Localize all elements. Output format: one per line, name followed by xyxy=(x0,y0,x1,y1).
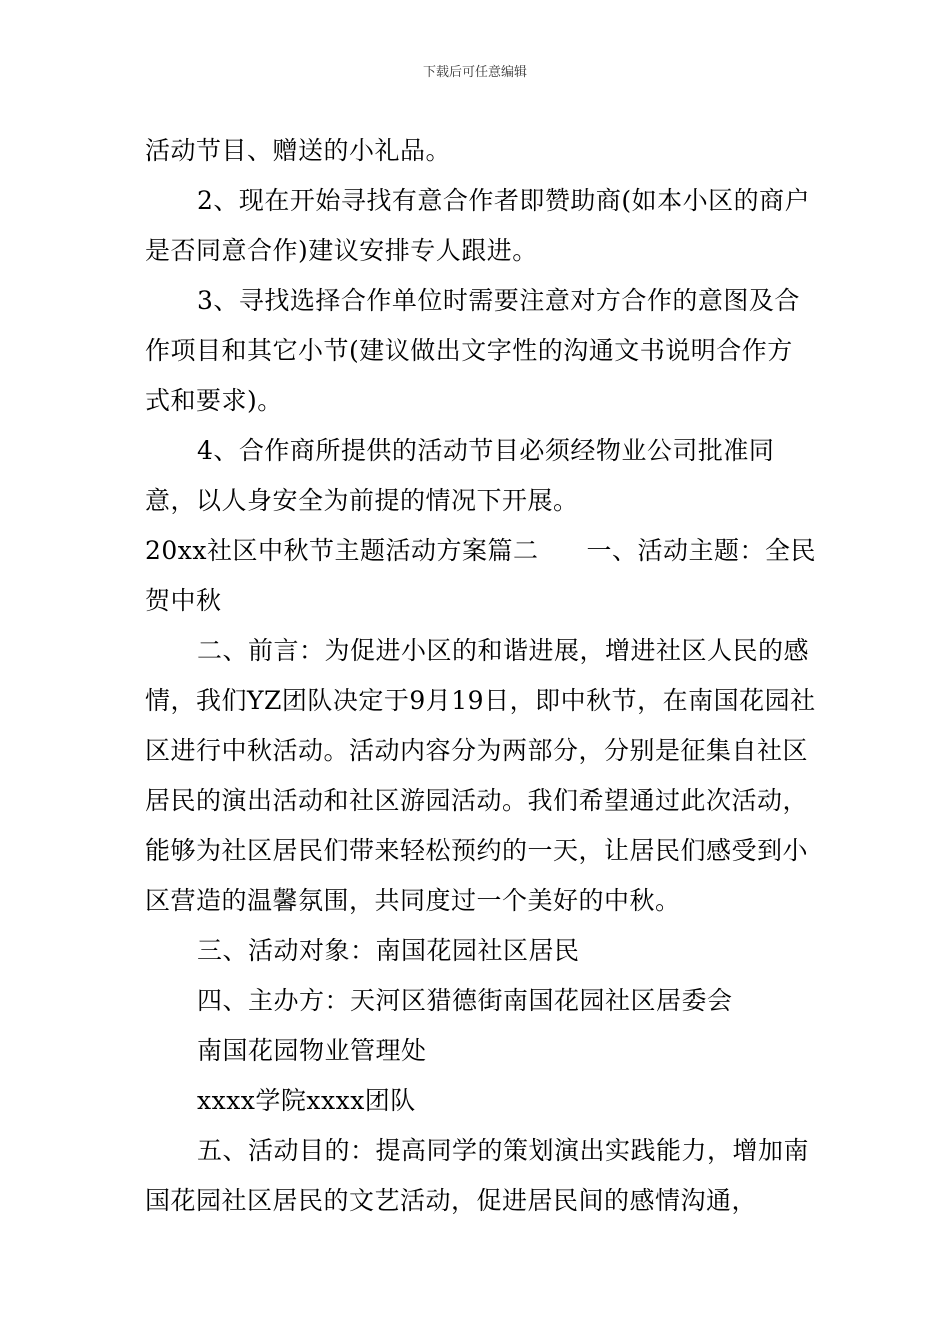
paragraph: 三、活动对象：南国花园社区居民 xyxy=(197,936,580,965)
paragraph: 二、前言：为促进小区的和谐进展，增进社区人民的感情，我们YZ团队决定于9月19日，即中秋节，在南国花园社区进行中秋活动。活动内容分为两部分，分别是征集自社区居民的演出活动和社区游园活动。我们希望通过此次活动，能够为社区居民们带来轻松预约的一天，让居民们感受到小区营造的温馨氛围，共同度过一个美好的中秋。 xyxy=(145,636,816,915)
paragraph: 活动节目、赠送的小礼品。 xyxy=(145,136,452,165)
document-body xyxy=(145,126,817,1226)
paragraph: 南国花园物业管理处 xyxy=(197,1036,427,1065)
section-continuation: 一、活动主题：全民贺中秋 xyxy=(145,536,817,615)
paragraph: 四、主办方：天河区猎德街南国花园社区居委会 xyxy=(197,986,733,1015)
paragraph: 3、寻找选择合作单位时需要注意对方合作的意图及合作项目和其它小节(建议做出文字性的沟通文书说明合作方式和要求)。 xyxy=(145,286,800,415)
paragraph: 4、合作商所提供的活动节目必须经物业公司批准同意，以人身安全为前提的情况下开展。 xyxy=(145,436,775,515)
paragraph: 五、活动目的：提高同学的策划演出实践能力，增加南国花园社区居民的文艺活动，促进居民间的感情沟通， xyxy=(145,1136,810,1215)
paragraph: 2、现在开始寻找有意合作者即赞助商(如本小区的商户是否同意合作)建议安排专人跟进。 xyxy=(145,186,811,265)
section-heading xyxy=(145,526,817,626)
section-title: 20xx社区中秋节主题活动方案篇二 xyxy=(145,536,539,565)
page-header: 下载后可任意编辑 xyxy=(422,65,527,80)
paragraph: xxxx学院xxxx团队 xyxy=(197,1086,416,1115)
